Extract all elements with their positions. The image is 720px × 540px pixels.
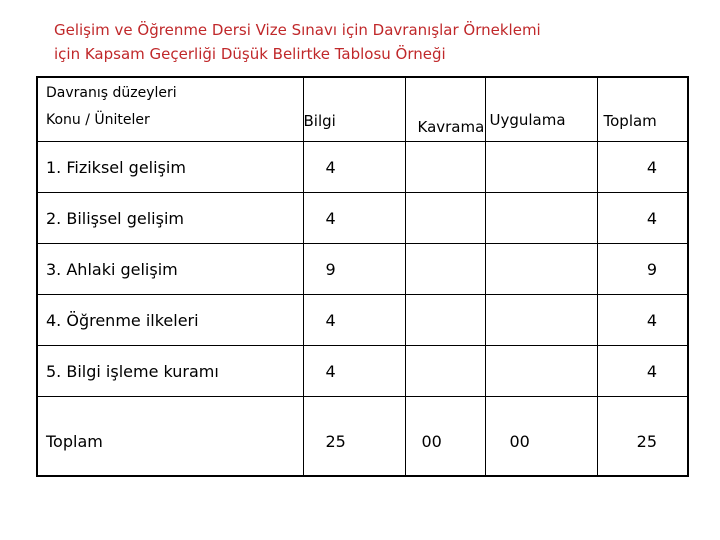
row-toplam: 4 (597, 346, 688, 397)
row-kavrama (405, 346, 485, 397)
table-row (37, 193, 688, 244)
specification-table (36, 76, 689, 477)
row-bilgi: 4 (303, 346, 405, 397)
title-line-1: Gelişim ve Öğrenme Dersi Vize Sınavı için Davranışlar Örneklemi (54, 21, 541, 39)
row-bilgi: 4 (303, 142, 405, 193)
row-uygulama (485, 295, 597, 346)
table-row (37, 346, 688, 397)
row-kavrama (405, 244, 485, 295)
total-bilgi: 25 (303, 397, 405, 477)
row-bilgi: 9 (303, 244, 405, 295)
header-bilgi: Bilgi (303, 112, 336, 130)
table-total-row (37, 397, 688, 477)
table-header-row (37, 77, 688, 142)
row-uygulama (485, 142, 597, 193)
header-bilgi-cell (303, 77, 405, 142)
row-topic: 2. Bilişsel gelişim (37, 193, 303, 244)
total-label: Toplam (37, 397, 303, 477)
row-kavrama (405, 295, 485, 346)
row-topic: 3. Ahlaki gelişim (37, 244, 303, 295)
header-uygulama: Uygulama (489, 111, 566, 129)
row-topic: 5. Bilgi işleme kuramı (37, 346, 303, 397)
row-kavrama (405, 193, 485, 244)
row-toplam: 4 (597, 295, 688, 346)
row-toplam: 9 (597, 244, 688, 295)
row-uygulama (485, 244, 597, 295)
header-levels-label: Davranış düzeyleri (46, 85, 177, 101)
row-toplam: 4 (597, 193, 688, 244)
table-row (37, 142, 688, 193)
header-kavrama-cell (405, 77, 485, 142)
header-toplam: Toplam (603, 112, 657, 130)
title-line-2: için Kapsam Geçerliği Düşük Belirtke Tablosu Örneği (54, 45, 446, 63)
row-bilgi: 4 (303, 193, 405, 244)
table-row (37, 244, 688, 295)
row-topic: 4. Öğrenme ilkeleri (37, 295, 303, 346)
total-kavrama: 00 (405, 397, 485, 477)
header-units-label: Konu / Üniteler (46, 112, 150, 128)
document-title (54, 18, 541, 66)
total-toplam: 25 (597, 397, 688, 477)
header-corner-cell (37, 77, 303, 142)
header-toplam-cell (597, 77, 688, 142)
header-uygulama-cell (485, 77, 597, 142)
total-uygulama: 00 (485, 397, 597, 477)
table-row (37, 295, 688, 346)
row-uygulama (485, 346, 597, 397)
header-kavrama: Kavrama (417, 118, 485, 136)
row-uygulama (485, 193, 597, 244)
row-topic: 1. Fiziksel gelişim (37, 142, 303, 193)
row-bilgi: 4 (303, 295, 405, 346)
row-toplam: 4 (597, 142, 688, 193)
row-kavrama (405, 142, 485, 193)
